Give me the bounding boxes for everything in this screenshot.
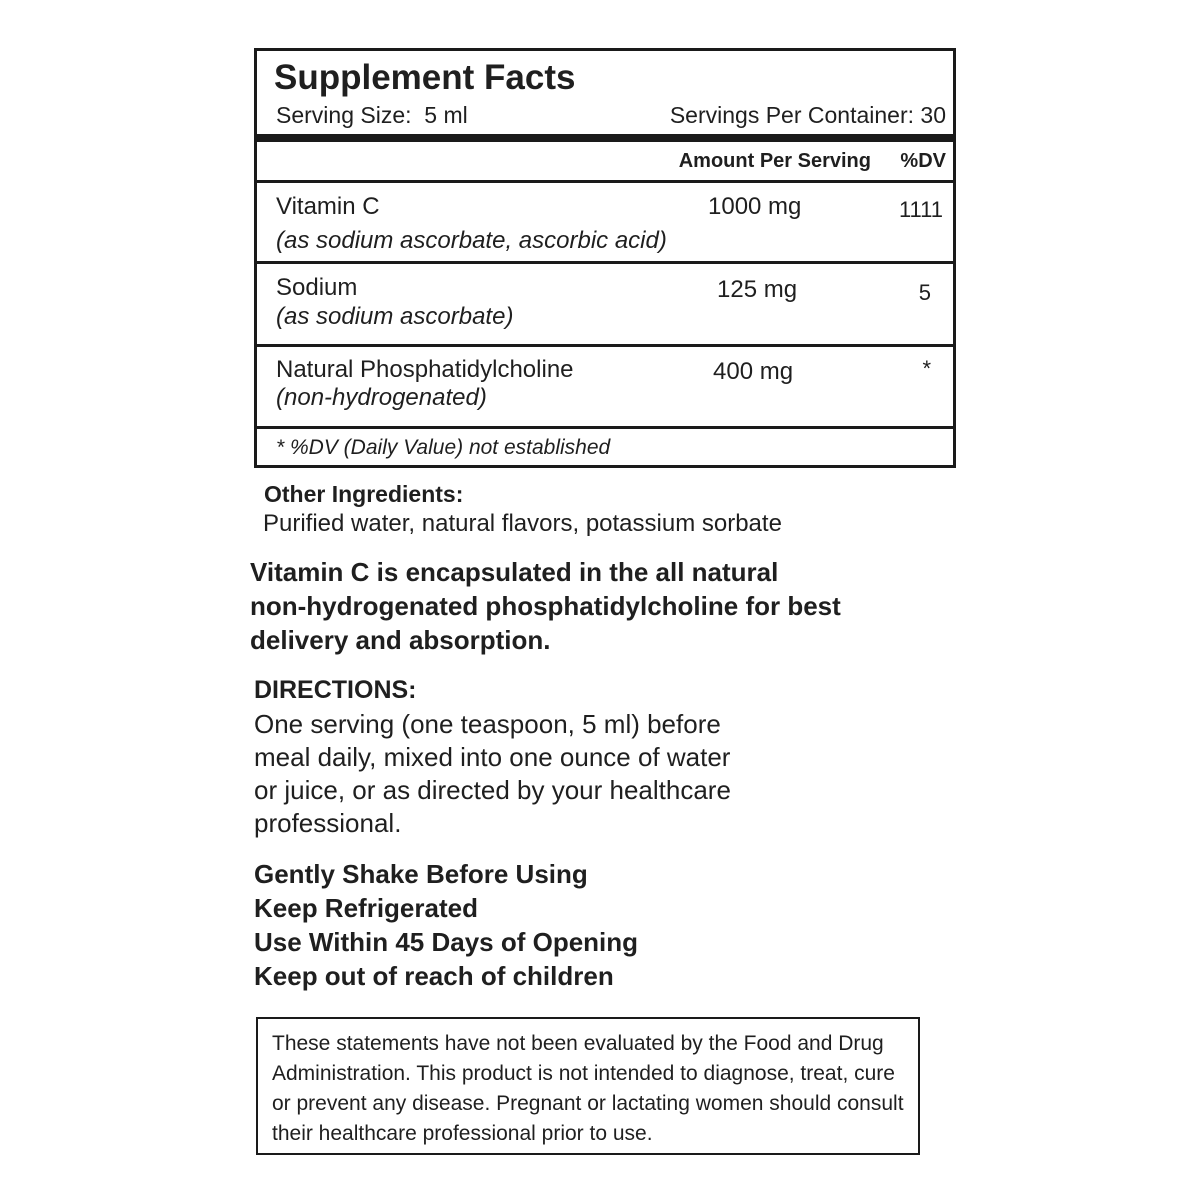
facts-title: Supplement Facts bbox=[274, 58, 576, 97]
warning-line: Use Within 45 Days of Opening bbox=[254, 927, 639, 957]
nutrient-source: (as sodium ascorbate, ascorbic acid) bbox=[276, 227, 667, 254]
directions-line: meal daily, mixed into one ounce of water bbox=[254, 742, 731, 772]
dv-footnote: * %DV (Daily Value) not established bbox=[276, 436, 611, 459]
nutrient-amount: 1000 mg bbox=[708, 193, 802, 220]
warning-line: Keep Refrigerated bbox=[254, 893, 478, 923]
directions-line: One serving (one teaspoon, 5 ml) before bbox=[254, 709, 721, 739]
encapsulation-statement bbox=[250, 555, 890, 657]
divider bbox=[257, 261, 953, 264]
other-ingredients-title: Other Ingredients: bbox=[264, 481, 464, 507]
warning-line: Gently Shake Before Using bbox=[254, 859, 588, 889]
divider bbox=[257, 180, 953, 183]
directions-line: or juice, or as directed by your healthcare bbox=[254, 775, 731, 805]
header-daily-value: %DV bbox=[900, 150, 946, 172]
supplement-facts-panel bbox=[254, 48, 956, 468]
nutrient-amount: 400 mg bbox=[713, 358, 794, 385]
statement-line: Vitamin C is encapsulated in the all natural bbox=[250, 557, 779, 587]
fda-disclaimer-box bbox=[256, 1017, 920, 1155]
statement-line: delivery and absorption. bbox=[250, 625, 551, 655]
servings-per-container: Servings Per Container: 30 bbox=[669, 102, 946, 128]
directions-title: DIRECTIONS: bbox=[254, 676, 417, 704]
nutrient-name: Vitamin C bbox=[276, 193, 380, 220]
directions-text bbox=[254, 708, 731, 840]
nutrient-dv: 1111 bbox=[898, 197, 943, 222]
warning-line: Keep out of reach of children bbox=[254, 961, 614, 991]
other-ingredients-text: Purified water, natural flavors, potassium sorbate bbox=[263, 510, 782, 537]
statement-line: non-hydrogenated phosphatidylcholine for best bbox=[250, 591, 841, 621]
divider bbox=[257, 134, 953, 142]
nutrient-amount: 125 mg bbox=[717, 276, 798, 303]
divider bbox=[257, 344, 953, 347]
serving-size: Serving Size: 5 ml bbox=[276, 102, 468, 128]
disclaimer-line: or prevent any disease. Pregnant or lactating women should consult bbox=[272, 1092, 904, 1115]
nutrient-source: (as sodium ascorbate) bbox=[276, 303, 514, 330]
nutrient-name: Sodium bbox=[276, 274, 358, 301]
disclaimer-line: Administration. This product is not intended to diagnose, treat, cure bbox=[272, 1062, 895, 1085]
disclaimer-line: These statements have not been evaluated by the Food and Drug bbox=[272, 1032, 884, 1055]
header-amount-per-serving: Amount Per Serving bbox=[678, 150, 871, 172]
nutrient-source: (non-hydrogenated) bbox=[276, 384, 487, 411]
disclaimer-line: their healthcare professional prior to use. bbox=[272, 1122, 653, 1145]
nutrient-name: Natural Phosphatidylcholine bbox=[276, 356, 574, 383]
nutrient-dv: * bbox=[922, 356, 931, 381]
nutrient-dv: 5 bbox=[918, 280, 931, 305]
divider bbox=[257, 426, 953, 429]
directions-line: professional. bbox=[254, 808, 402, 838]
storage-warnings bbox=[254, 857, 638, 993]
